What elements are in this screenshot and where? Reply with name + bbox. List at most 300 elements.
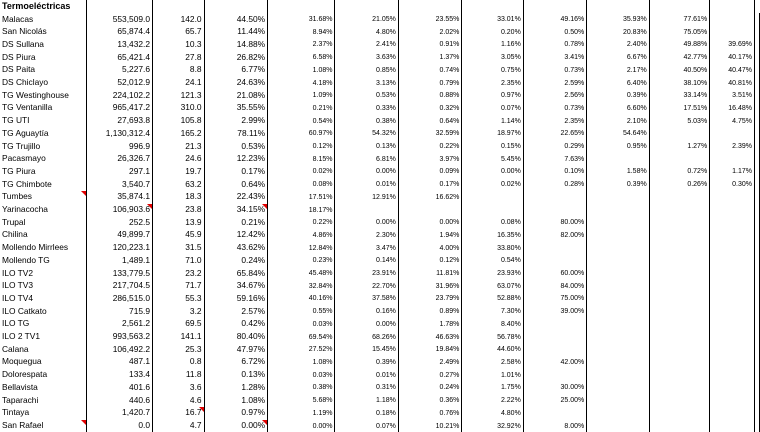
value-cell[interactable] <box>462 102 523 115</box>
value-cell[interactable] <box>462 165 523 178</box>
value-cell[interactable] <box>710 204 755 217</box>
plant-name-cell[interactable] <box>0 191 87 204</box>
empty-cell[interactable] <box>755 26 760 39</box>
value-cell[interactable] <box>335 140 398 153</box>
value-cell[interactable] <box>710 115 755 128</box>
plant-name-cell[interactable] <box>0 153 87 166</box>
value-cell[interactable] <box>649 407 709 420</box>
value-cell[interactable] <box>204 102 268 115</box>
value-cell[interactable] <box>153 381 205 394</box>
value-cell[interactable] <box>87 267 153 280</box>
value-cell[interactable] <box>398 178 461 191</box>
value-cell[interactable] <box>462 254 523 267</box>
value-cell[interactable] <box>335 153 398 166</box>
value-cell[interactable] <box>523 191 586 204</box>
value-cell[interactable] <box>204 254 268 267</box>
empty-cell[interactable] <box>755 369 760 382</box>
value-cell[interactable] <box>204 381 268 394</box>
value-cell[interactable] <box>398 26 461 39</box>
value-cell[interactable] <box>462 216 523 229</box>
value-cell[interactable] <box>462 191 523 204</box>
value-cell[interactable] <box>587 318 649 331</box>
value-cell[interactable] <box>587 292 649 305</box>
value-cell[interactable] <box>587 89 649 102</box>
plant-name-cell[interactable] <box>0 127 87 140</box>
value-cell[interactable] <box>335 280 398 293</box>
value-cell[interactable] <box>523 153 586 166</box>
value-cell[interactable] <box>587 305 649 318</box>
cell[interactable] <box>398 0 461 13</box>
value-cell[interactable] <box>649 191 709 204</box>
value-cell[interactable] <box>523 140 586 153</box>
value-cell[interactable] <box>204 242 268 255</box>
value-cell[interactable] <box>523 216 586 229</box>
value-cell[interactable] <box>523 51 586 64</box>
empty-cell[interactable] <box>755 305 760 318</box>
plant-name-cell[interactable] <box>0 38 87 51</box>
value-cell[interactable] <box>462 178 523 191</box>
value-cell[interactable] <box>710 26 755 39</box>
value-cell[interactable] <box>587 64 649 77</box>
value-cell[interactable] <box>398 369 461 382</box>
value-cell[interactable] <box>649 394 709 407</box>
value-cell[interactable] <box>649 318 709 331</box>
value-cell[interactable] <box>523 407 586 420</box>
value-cell[interactable] <box>153 356 205 369</box>
value-cell[interactable] <box>87 13 153 26</box>
value-cell[interactable] <box>587 420 649 432</box>
value-cell[interactable] <box>153 115 205 128</box>
plant-name-cell[interactable] <box>0 420 87 432</box>
value-cell[interactable] <box>523 280 586 293</box>
value-cell[interactable] <box>710 292 755 305</box>
value-cell[interactable] <box>523 242 586 255</box>
value-cell[interactable] <box>398 420 461 432</box>
value-cell[interactable] <box>87 356 153 369</box>
value-cell[interactable] <box>587 216 649 229</box>
value-cell[interactable] <box>587 229 649 242</box>
empty-cell[interactable] <box>755 343 760 356</box>
value-cell[interactable] <box>710 407 755 420</box>
empty-cell[interactable] <box>755 102 760 115</box>
value-cell[interactable] <box>268 178 335 191</box>
value-cell[interactable] <box>649 356 709 369</box>
value-cell[interactable] <box>268 407 335 420</box>
plant-name-cell[interactable] <box>0 115 87 128</box>
value-cell[interactable] <box>335 292 398 305</box>
value-cell[interactable] <box>462 305 523 318</box>
value-cell[interactable] <box>649 343 709 356</box>
value-cell[interactable] <box>649 13 709 26</box>
value-cell[interactable] <box>398 165 461 178</box>
value-cell[interactable] <box>87 26 153 39</box>
value-cell[interactable] <box>268 191 335 204</box>
empty-cell[interactable] <box>755 254 760 267</box>
value-cell[interactable] <box>153 51 205 64</box>
value-cell[interactable] <box>398 394 461 407</box>
empty-cell[interactable] <box>755 165 760 178</box>
value-cell[interactable] <box>268 127 335 140</box>
empty-cell[interactable] <box>755 229 760 242</box>
value-cell[interactable] <box>87 305 153 318</box>
comment-indicator-icon[interactable] <box>81 191 86 196</box>
value-cell[interactable] <box>153 89 205 102</box>
value-cell[interactable] <box>398 140 461 153</box>
value-cell[interactable] <box>710 331 755 344</box>
value-cell[interactable] <box>462 115 523 128</box>
value-cell[interactable] <box>462 280 523 293</box>
value-cell[interactable] <box>649 204 709 217</box>
value-cell[interactable] <box>523 204 586 217</box>
value-cell[interactable] <box>87 394 153 407</box>
value-cell[interactable] <box>649 127 709 140</box>
plant-name-cell[interactable] <box>0 229 87 242</box>
value-cell[interactable] <box>710 127 755 140</box>
value-cell[interactable] <box>398 356 461 369</box>
value-cell[interactable] <box>462 369 523 382</box>
empty-cell[interactable] <box>755 242 760 255</box>
value-cell[interactable] <box>153 38 205 51</box>
value-cell[interactable] <box>710 51 755 64</box>
value-cell[interactable] <box>204 127 268 140</box>
empty-cell[interactable] <box>755 178 760 191</box>
value-cell[interactable] <box>462 51 523 64</box>
value-cell[interactable] <box>523 420 586 432</box>
value-cell[interactable] <box>462 77 523 90</box>
value-cell[interactable] <box>335 64 398 77</box>
value-cell[interactable] <box>649 305 709 318</box>
plant-name-cell[interactable] <box>0 64 87 77</box>
value-cell[interactable] <box>153 292 205 305</box>
plant-name-cell[interactable] <box>0 204 87 217</box>
cell[interactable] <box>523 0 586 13</box>
value-cell[interactable] <box>268 153 335 166</box>
value-cell[interactable] <box>268 26 335 39</box>
value-cell[interactable] <box>268 165 335 178</box>
value-cell[interactable] <box>87 127 153 140</box>
value-cell[interactable] <box>268 242 335 255</box>
plant-name-cell[interactable] <box>0 51 87 64</box>
value-cell[interactable] <box>398 407 461 420</box>
empty-cell[interactable] <box>755 191 760 204</box>
value-cell[interactable] <box>204 369 268 382</box>
value-cell[interactable] <box>335 229 398 242</box>
value-cell[interactable] <box>153 420 205 432</box>
value-cell[interactable] <box>398 331 461 344</box>
value-cell[interactable] <box>268 38 335 51</box>
value-cell[interactable] <box>268 280 335 293</box>
value-cell[interactable] <box>204 153 268 166</box>
value-cell[interactable] <box>462 407 523 420</box>
value-cell[interactable] <box>204 305 268 318</box>
value-cell[interactable] <box>153 102 205 115</box>
value-cell[interactable] <box>87 254 153 267</box>
empty-cell[interactable] <box>755 381 760 394</box>
value-cell[interactable] <box>335 331 398 344</box>
value-cell[interactable] <box>398 280 461 293</box>
value-cell[interactable] <box>649 140 709 153</box>
value-cell[interactable] <box>523 38 586 51</box>
value-cell[interactable] <box>587 13 649 26</box>
value-cell[interactable] <box>153 229 205 242</box>
value-cell[interactable] <box>153 305 205 318</box>
value-cell[interactable] <box>587 115 649 128</box>
value-cell[interactable] <box>649 51 709 64</box>
value-cell[interactable] <box>587 153 649 166</box>
value-cell[interactable] <box>523 356 586 369</box>
value-cell[interactable] <box>462 229 523 242</box>
comment-indicator-icon[interactable] <box>81 420 86 425</box>
value-cell[interactable] <box>204 191 268 204</box>
value-cell[interactable] <box>268 318 335 331</box>
value-cell[interactable] <box>87 318 153 331</box>
value-cell[interactable] <box>268 267 335 280</box>
cell[interactable] <box>268 0 335 13</box>
cell[interactable] <box>649 0 709 13</box>
plant-name-cell[interactable] <box>0 165 87 178</box>
value-cell[interactable] <box>398 229 461 242</box>
value-cell[interactable] <box>204 38 268 51</box>
plant-name-cell[interactable] <box>0 102 87 115</box>
comment-indicator-icon[interactable] <box>262 420 267 425</box>
value-cell[interactable] <box>153 280 205 293</box>
value-cell[interactable] <box>462 153 523 166</box>
empty-cell[interactable] <box>755 356 760 369</box>
value-cell[interactable] <box>710 369 755 382</box>
value-cell[interactable] <box>523 64 586 77</box>
plant-name-cell[interactable] <box>0 356 87 369</box>
value-cell[interactable] <box>587 102 649 115</box>
value-cell[interactable] <box>462 127 523 140</box>
empty-cell[interactable] <box>755 292 760 305</box>
value-cell[interactable] <box>335 89 398 102</box>
value-cell[interactable] <box>153 204 205 217</box>
plant-name-cell[interactable] <box>0 77 87 90</box>
value-cell[interactable] <box>335 305 398 318</box>
plant-name-cell[interactable] <box>0 394 87 407</box>
cell[interactable] <box>204 0 268 13</box>
value-cell[interactable] <box>268 89 335 102</box>
value-cell[interactable] <box>335 51 398 64</box>
value-cell[interactable] <box>398 51 461 64</box>
value-cell[interactable] <box>204 331 268 344</box>
cell[interactable] <box>587 0 649 13</box>
value-cell[interactable] <box>204 280 268 293</box>
value-cell[interactable] <box>587 343 649 356</box>
value-cell[interactable] <box>335 115 398 128</box>
value-cell[interactable] <box>523 394 586 407</box>
empty-cell[interactable] <box>755 77 760 90</box>
value-cell[interactable] <box>710 140 755 153</box>
plant-name-cell[interactable] <box>0 26 87 39</box>
value-cell[interactable] <box>204 318 268 331</box>
value-cell[interactable] <box>462 394 523 407</box>
value-cell[interactable] <box>268 140 335 153</box>
plant-name-cell[interactable] <box>0 407 87 420</box>
value-cell[interactable] <box>204 216 268 229</box>
value-cell[interactable] <box>204 115 268 128</box>
value-cell[interactable] <box>587 331 649 344</box>
value-cell[interactable] <box>462 64 523 77</box>
value-cell[interactable] <box>153 153 205 166</box>
value-cell[interactable] <box>398 204 461 217</box>
cell[interactable] <box>710 0 755 13</box>
value-cell[interactable] <box>587 394 649 407</box>
value-cell[interactable] <box>153 191 205 204</box>
value-cell[interactable] <box>87 343 153 356</box>
empty-cell[interactable] <box>755 216 760 229</box>
empty-cell[interactable] <box>755 51 760 64</box>
value-cell[interactable] <box>268 254 335 267</box>
value-cell[interactable] <box>335 394 398 407</box>
plant-name-cell[interactable] <box>0 318 87 331</box>
value-cell[interactable] <box>710 102 755 115</box>
value-cell[interactable] <box>462 89 523 102</box>
value-cell[interactable] <box>587 381 649 394</box>
value-cell[interactable] <box>710 254 755 267</box>
comment-indicator-icon[interactable] <box>262 204 267 209</box>
value-cell[interactable] <box>268 343 335 356</box>
value-cell[interactable] <box>153 77 205 90</box>
value-cell[interactable] <box>398 343 461 356</box>
plant-name-cell[interactable] <box>0 178 87 191</box>
value-cell[interactable] <box>153 140 205 153</box>
value-cell[interactable] <box>398 153 461 166</box>
value-cell[interactable] <box>710 77 755 90</box>
value-cell[interactable] <box>649 331 709 344</box>
value-cell[interactable] <box>398 13 461 26</box>
value-cell[interactable] <box>204 51 268 64</box>
value-cell[interactable] <box>710 305 755 318</box>
value-cell[interactable] <box>87 381 153 394</box>
value-cell[interactable] <box>335 216 398 229</box>
value-cell[interactable] <box>649 153 709 166</box>
value-cell[interactable] <box>523 318 586 331</box>
value-cell[interactable] <box>523 102 586 115</box>
value-cell[interactable] <box>398 305 461 318</box>
value-cell[interactable] <box>268 216 335 229</box>
value-cell[interactable] <box>335 318 398 331</box>
value-cell[interactable] <box>649 64 709 77</box>
value-cell[interactable] <box>649 242 709 255</box>
value-cell[interactable] <box>649 292 709 305</box>
value-cell[interactable] <box>649 26 709 39</box>
value-cell[interactable] <box>462 26 523 39</box>
value-cell[interactable] <box>649 102 709 115</box>
value-cell[interactable] <box>398 38 461 51</box>
value-cell[interactable] <box>268 115 335 128</box>
value-cell[interactable] <box>587 51 649 64</box>
plant-name-cell[interactable] <box>0 331 87 344</box>
value-cell[interactable] <box>649 420 709 432</box>
value-cell[interactable] <box>649 381 709 394</box>
plant-name-cell[interactable] <box>0 381 87 394</box>
value-cell[interactable] <box>153 64 205 77</box>
plant-name-cell[interactable] <box>0 292 87 305</box>
empty-cell[interactable] <box>755 280 760 293</box>
value-cell[interactable] <box>523 178 586 191</box>
value-cell[interactable] <box>268 394 335 407</box>
value-cell[interactable] <box>87 140 153 153</box>
value-cell[interactable] <box>87 280 153 293</box>
value-cell[interactable] <box>153 331 205 344</box>
value-cell[interactable] <box>710 394 755 407</box>
value-cell[interactable] <box>268 356 335 369</box>
value-cell[interactable] <box>87 64 153 77</box>
value-cell[interactable] <box>153 369 205 382</box>
value-cell[interactable] <box>523 89 586 102</box>
value-cell[interactable] <box>710 89 755 102</box>
empty-cell[interactable] <box>755 318 760 331</box>
value-cell[interactable] <box>87 115 153 128</box>
value-cell[interactable] <box>87 292 153 305</box>
value-cell[interactable] <box>523 331 586 344</box>
value-cell[interactable] <box>649 178 709 191</box>
value-cell[interactable] <box>87 165 153 178</box>
value-cell[interactable] <box>87 216 153 229</box>
plant-name-cell[interactable] <box>0 13 87 26</box>
value-cell[interactable] <box>204 77 268 90</box>
value-cell[interactable] <box>398 64 461 77</box>
sheet-title[interactable]: Termoeléctricas <box>0 0 87 13</box>
value-cell[interactable] <box>462 420 523 432</box>
value-cell[interactable] <box>462 343 523 356</box>
value-cell[interactable] <box>335 254 398 267</box>
empty-cell[interactable] <box>755 13 760 26</box>
value-cell[interactable] <box>335 38 398 51</box>
value-cell[interactable] <box>398 191 461 204</box>
value-cell[interactable] <box>153 394 205 407</box>
value-cell[interactable] <box>462 242 523 255</box>
value-cell[interactable] <box>587 254 649 267</box>
value-cell[interactable] <box>335 369 398 382</box>
value-cell[interactable] <box>587 356 649 369</box>
value-cell[interactable] <box>462 331 523 344</box>
plant-name-cell[interactable] <box>0 305 87 318</box>
value-cell[interactable] <box>153 165 205 178</box>
value-cell[interactable] <box>523 165 586 178</box>
value-cell[interactable] <box>587 407 649 420</box>
value-cell[interactable] <box>649 280 709 293</box>
value-cell[interactable] <box>649 216 709 229</box>
value-cell[interactable] <box>523 77 586 90</box>
value-cell[interactable] <box>87 178 153 191</box>
plant-name-cell[interactable] <box>0 369 87 382</box>
value-cell[interactable] <box>649 77 709 90</box>
value-cell[interactable] <box>335 77 398 90</box>
value-cell[interactable] <box>87 77 153 90</box>
value-cell[interactable] <box>710 267 755 280</box>
value-cell[interactable] <box>462 356 523 369</box>
empty-cell[interactable] <box>755 331 760 344</box>
value-cell[interactable] <box>462 13 523 26</box>
value-cell[interactable] <box>268 102 335 115</box>
value-cell[interactable] <box>710 165 755 178</box>
value-cell[interactable] <box>710 64 755 77</box>
value-cell[interactable] <box>335 127 398 140</box>
value-cell[interactable] <box>710 318 755 331</box>
value-cell[interactable] <box>462 292 523 305</box>
value-cell[interactable] <box>204 140 268 153</box>
value-cell[interactable] <box>523 381 586 394</box>
value-cell[interactable] <box>398 318 461 331</box>
value-cell[interactable] <box>462 267 523 280</box>
value-cell[interactable] <box>204 407 268 420</box>
value-cell[interactable] <box>523 26 586 39</box>
value-cell[interactable] <box>335 242 398 255</box>
value-cell[interactable] <box>87 242 153 255</box>
value-cell[interactable] <box>204 64 268 77</box>
